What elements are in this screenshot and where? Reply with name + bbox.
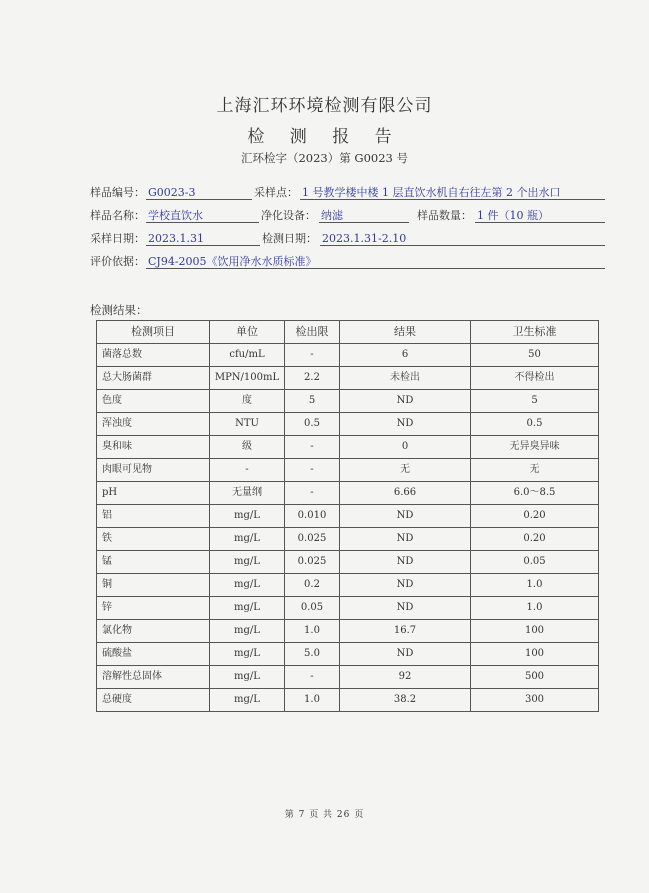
cell-result: 0: [340, 436, 471, 459]
cell-standard: 1.0: [471, 597, 599, 620]
cell-item: 氯化物: [97, 620, 210, 643]
cell-unit: -: [210, 459, 285, 482]
sample-name-label: 样品名称：: [90, 209, 145, 222]
table-row: [97, 551, 599, 574]
cell-standard: 0.20: [471, 528, 599, 551]
cell-standard: 6.0～8.5: [471, 482, 599, 505]
cell-result: ND: [340, 643, 471, 666]
cell-item: 溶解性总固体: [97, 666, 210, 689]
cell-result: 38.2: [340, 689, 471, 712]
cell-detection-limit: -: [285, 482, 340, 505]
table-row: [97, 574, 599, 597]
cell-standard: 无: [471, 459, 599, 482]
basis-value: CJ94-2005《饮用净水水质标准》: [146, 254, 605, 269]
cell-standard: 1.0: [471, 574, 599, 597]
cell-result: 6: [340, 344, 471, 367]
cell-result: 无: [340, 459, 471, 482]
cell-unit: mg/L: [210, 551, 285, 574]
cell-unit: 无量纲: [210, 482, 285, 505]
cell-standard: 0.20: [471, 505, 599, 528]
table-row: [97, 482, 599, 505]
quantity-label: 样品数量：: [417, 209, 472, 222]
cell-item: 铜: [97, 574, 210, 597]
table-row: [97, 643, 599, 666]
sampling-date-label: 采样日期：: [90, 232, 145, 245]
cell-unit: mg/L: [210, 574, 285, 597]
cell-unit: mg/L: [210, 597, 285, 620]
cell-detection-limit: 0.2: [285, 574, 340, 597]
table-row: [97, 390, 599, 413]
cell-result: 92: [340, 666, 471, 689]
cell-item: 锰: [97, 551, 210, 574]
table-row: [97, 505, 599, 528]
purifier-label: 净化设备：: [261, 209, 316, 222]
cell-item: 铝: [97, 505, 210, 528]
cell-item: pH: [97, 482, 210, 505]
table-row: [97, 689, 599, 712]
cell-standard: 5: [471, 390, 599, 413]
report-title: 检 测 报 告: [247, 127, 402, 147]
info-row-3: [90, 231, 605, 247]
table-row: [97, 344, 599, 367]
cell-unit: MPN/100mL: [210, 367, 285, 390]
cell-unit: 度: [210, 390, 285, 413]
cell-detection-limit: 0.05: [285, 597, 340, 620]
cell-standard: 100: [471, 620, 599, 643]
sample-name-value: 学校直饮水: [146, 208, 259, 223]
quantity-value: 1 件（10 瓶）: [475, 208, 605, 223]
cell-item: 总大肠菌群: [97, 367, 210, 390]
cell-result: ND: [340, 528, 471, 551]
table-header-row: [97, 321, 599, 344]
table-row: [97, 367, 599, 390]
cell-unit: mg/L: [210, 528, 285, 551]
cell-unit: 级: [210, 436, 285, 459]
cell-unit: NTU: [210, 413, 285, 436]
info-row-1: [90, 185, 605, 201]
cell-item: 肉眼可见物: [97, 459, 210, 482]
table-row: [97, 597, 599, 620]
cell-standard: 不得检出: [471, 367, 599, 390]
cell-result: ND: [340, 413, 471, 436]
test-date-label: 检测日期：: [262, 232, 317, 245]
results-table: [96, 320, 599, 712]
cell-item: 锌: [97, 597, 210, 620]
cell-result: ND: [340, 390, 471, 413]
cell-detection-limit: -: [285, 459, 340, 482]
cell-standard: 0.5: [471, 413, 599, 436]
cell-standard: 50: [471, 344, 599, 367]
cell-detection-limit: 0.5: [285, 413, 340, 436]
table-row: [97, 436, 599, 459]
cell-item: 总硬度: [97, 689, 210, 712]
report-number: 汇环检字（2023）第 G0023 号: [240, 151, 409, 165]
cell-detection-limit: 0.010: [285, 505, 340, 528]
cell-unit: mg/L: [210, 689, 285, 712]
cell-detection-limit: 2.2: [285, 367, 340, 390]
cell-unit: mg/L: [210, 643, 285, 666]
cell-standard: 100: [471, 643, 599, 666]
table-row: [97, 666, 599, 689]
header-unit: 单位: [210, 321, 285, 344]
cell-unit: cfu/mL: [210, 344, 285, 367]
cell-item: 硫酸盐: [97, 643, 210, 666]
cell-detection-limit: 5.0: [285, 643, 340, 666]
cell-standard: 300: [471, 689, 599, 712]
cell-detection-limit: -: [285, 436, 340, 459]
header-detection-limit: 检出限: [285, 321, 340, 344]
cell-unit: mg/L: [210, 620, 285, 643]
cell-result: ND: [340, 597, 471, 620]
cell-detection-limit: 1.0: [285, 620, 340, 643]
cell-item: 菌落总数: [97, 344, 210, 367]
results-label: 检测结果：: [90, 303, 148, 317]
cell-unit: mg/L: [210, 666, 285, 689]
info-row-4: [90, 254, 605, 270]
cell-item: 浑浊度: [97, 413, 210, 436]
company-name: 上海汇环环境检测有限公司: [216, 96, 433, 116]
info-row-2: [90, 208, 605, 224]
test-date-value: 2023.1.31-2.10: [320, 231, 605, 246]
cell-item: 铁: [97, 528, 210, 551]
cell-detection-limit: 5: [285, 390, 340, 413]
header-item: 检测项目: [97, 321, 210, 344]
sampling-date-value: 2023.1.31: [146, 231, 260, 246]
cell-result: ND: [340, 574, 471, 597]
page-footer: 第 7 页 共 26 页: [284, 810, 365, 820]
cell-detection-limit: -: [285, 666, 340, 689]
cell-result: 16.7: [340, 620, 471, 643]
table-row: [97, 459, 599, 482]
table-row: [97, 413, 599, 436]
sampling-point-value: 1 号教学楼中楼 1 层直饮水机自右往左第 2 个出水口: [300, 185, 605, 200]
header-result: 结果: [340, 321, 471, 344]
cell-result: 未检出: [340, 367, 471, 390]
basis-label: 评价依据：: [90, 255, 145, 268]
cell-detection-limit: -: [285, 344, 340, 367]
cell-standard: 500: [471, 666, 599, 689]
sample-no-label: 样品编号：: [90, 186, 145, 199]
sample-no-value: G0023-3: [146, 185, 252, 200]
cell-detection-limit: 0.025: [285, 551, 340, 574]
cell-detection-limit: 1.0: [285, 689, 340, 712]
cell-result: ND: [340, 551, 471, 574]
cell-result: ND: [340, 505, 471, 528]
cell-unit: mg/L: [210, 505, 285, 528]
purifier-value: 纳滤: [319, 208, 409, 223]
table-row: [97, 528, 599, 551]
header-standard: 卫生标准: [471, 321, 599, 344]
cell-detection-limit: 0.025: [285, 528, 340, 551]
table-row: [97, 620, 599, 643]
cell-standard: 0.05: [471, 551, 599, 574]
cell-result: 6.66: [340, 482, 471, 505]
cell-standard: 无异臭异味: [471, 436, 599, 459]
cell-item: 臭和味: [97, 436, 210, 459]
cell-item: 色度: [97, 390, 210, 413]
sampling-point-label: 采样点：: [254, 186, 298, 199]
